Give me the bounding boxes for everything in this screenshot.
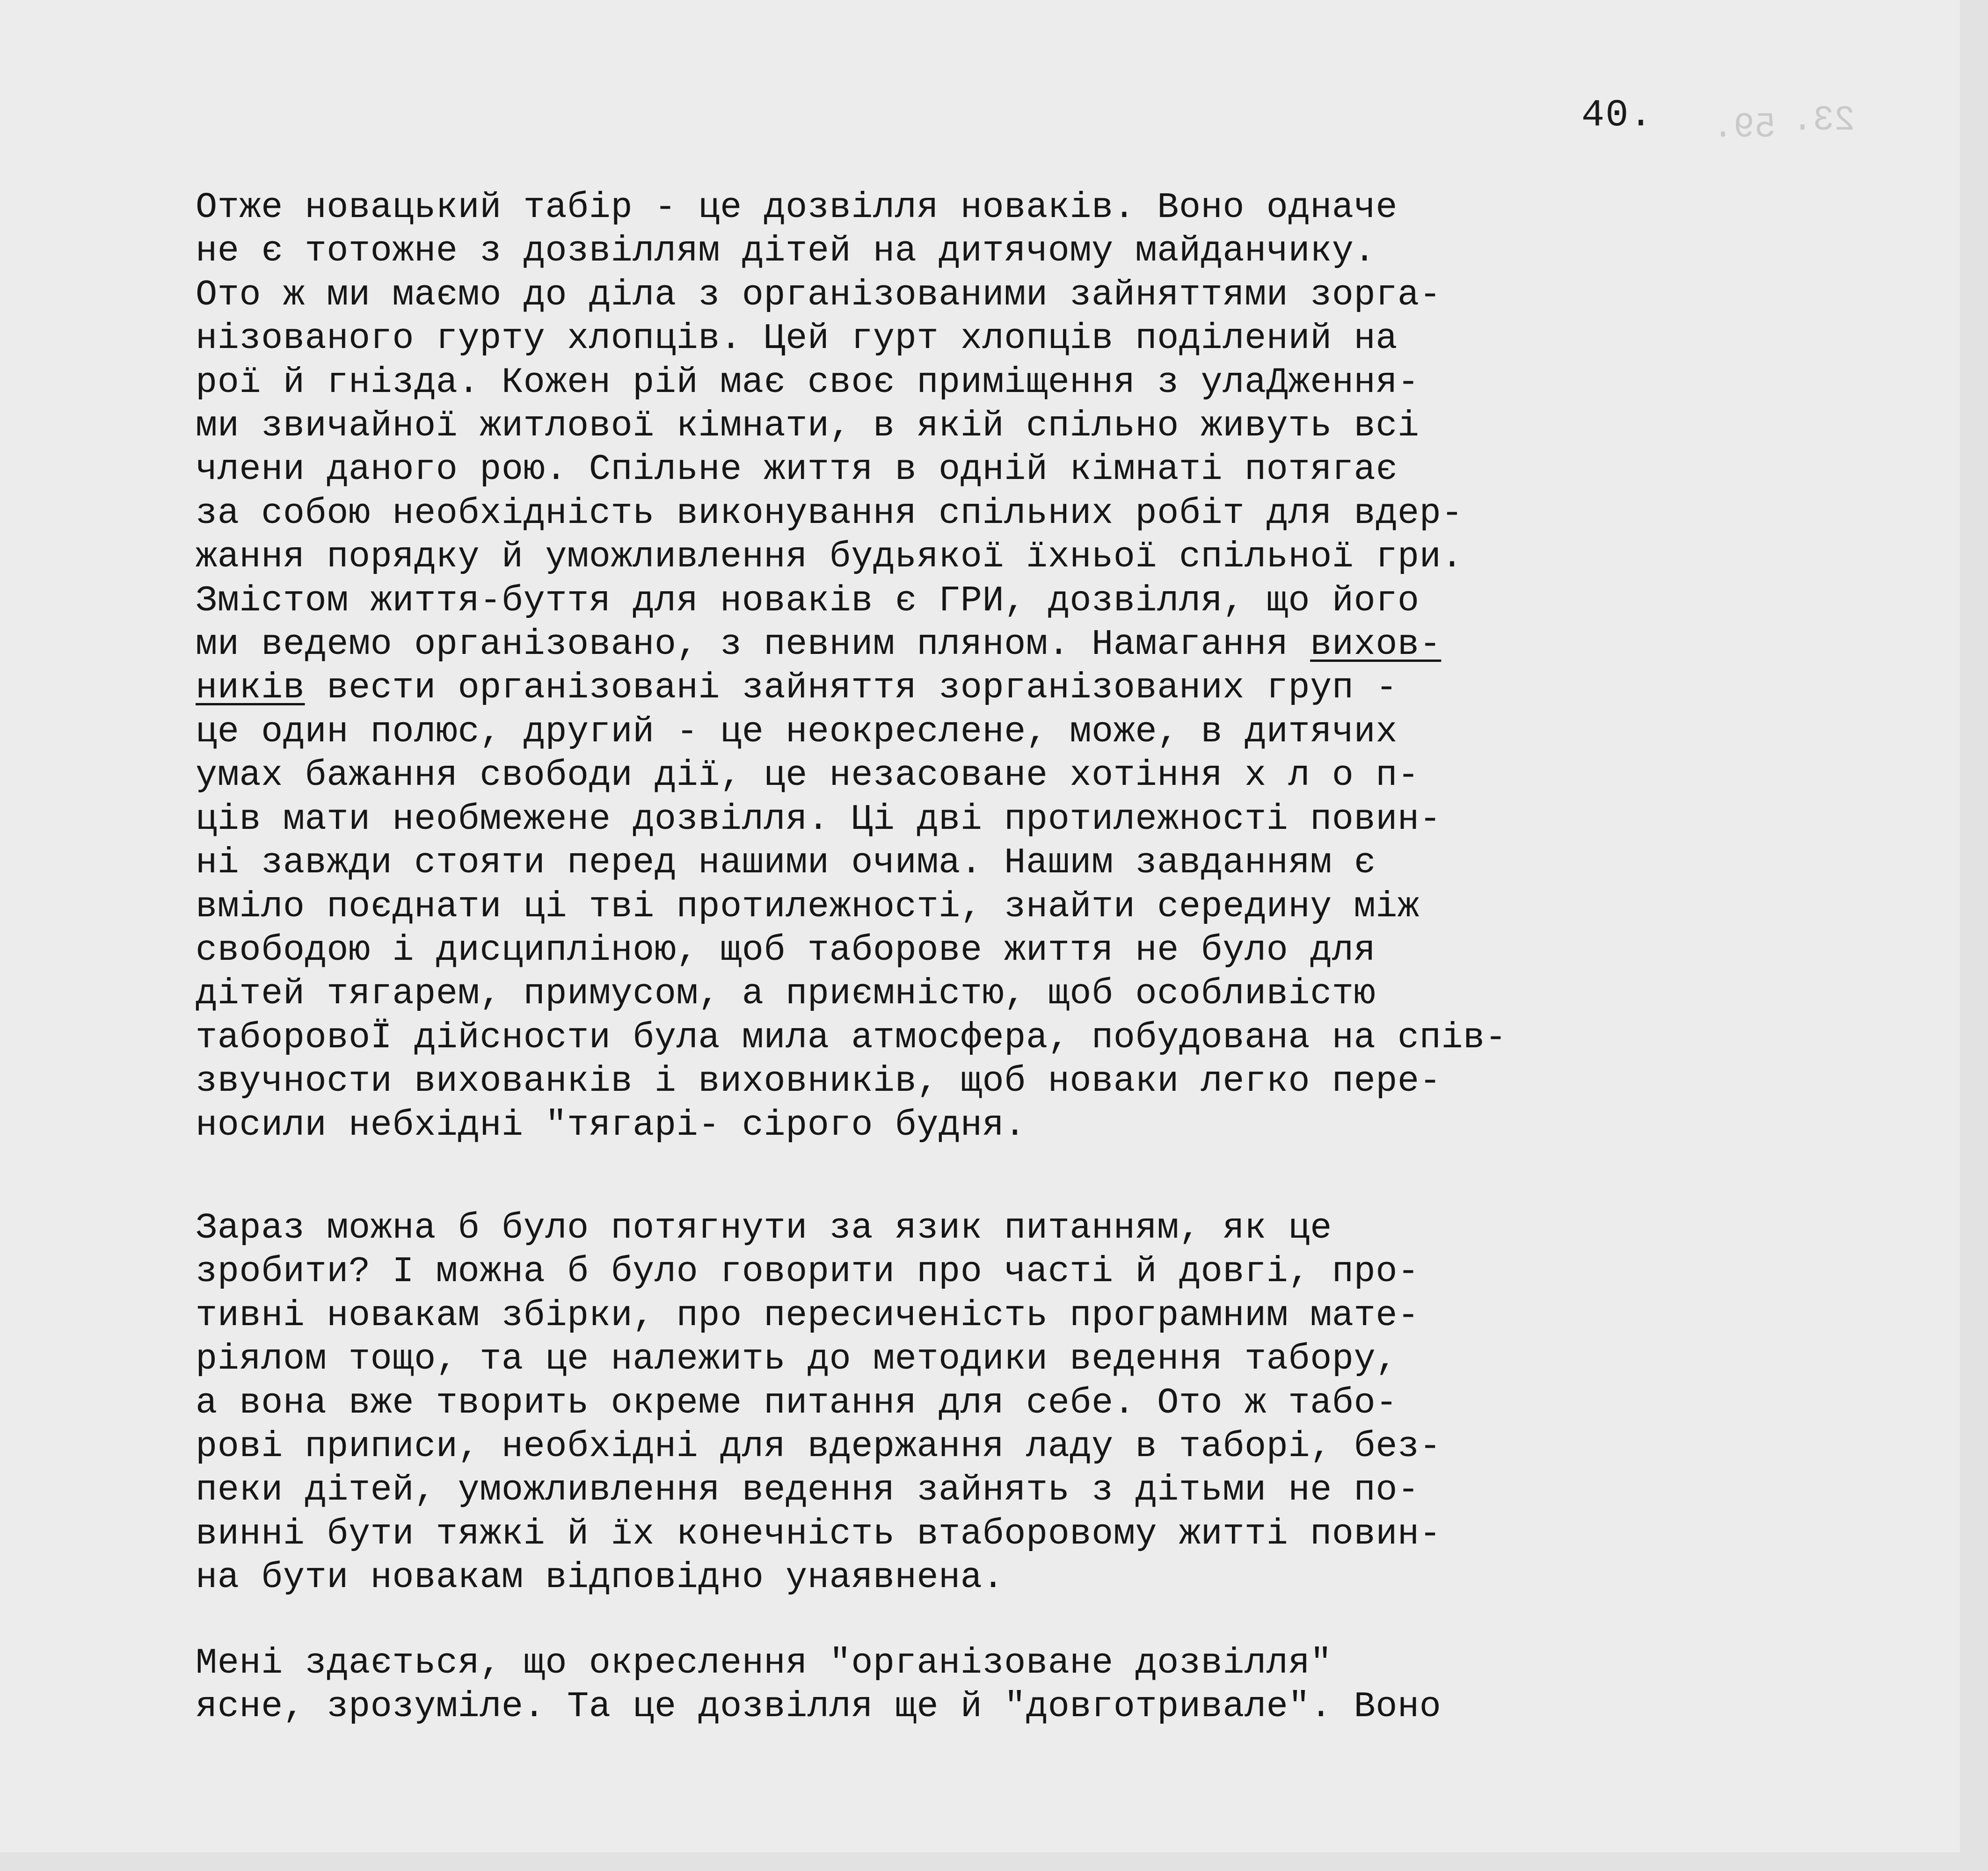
text-line: ми звичайної житлової кімнати, в якій спільно живуть всі: [196, 406, 1420, 447]
underlined-word: вихов-: [1310, 624, 1442, 666]
text-line: жання порядку й уможливлення будьякої їхньої спільної гри.: [196, 537, 1464, 578]
text-line: ців мати необмежене дозвілля. Ці дві протилежності повин-: [196, 799, 1442, 840]
text-line: Мені здається, що окреслення "організоване дозвілля": [196, 1643, 1332, 1684]
text-line: пеки дітей, уможливлення ведення зайнять з дітьми не по-: [196, 1470, 1420, 1511]
text-line: Зараз можна б було потягнути за язик питанням, як це: [196, 1208, 1332, 1249]
text-line: а вона вже творить окреме питання для себе. Ото ж табо-: [196, 1383, 1398, 1424]
text-line: вміло поєднати ці тві протилежності, знайти середину між: [196, 886, 1420, 928]
show-through-page-number-2: 23.: [1792, 101, 1856, 140]
text-line: носили небхідні "тягарі- сірого будня.: [196, 1105, 1026, 1146]
paragraph-2: [196, 1207, 1842, 1600]
text-line: умах бажання свободи дії, це незасоване хотіння х л о п-: [196, 755, 1420, 797]
text-line: не є тотожне з дозвіллям дітей на дитячому майданчику.: [196, 231, 1376, 272]
text-line: тивні новакам збірки, про пересиченість програмним мате-: [196, 1295, 1420, 1336]
text-line: рові приписи, необхідні для вдержання ладу в таборі, без-: [196, 1427, 1442, 1468]
text-line: Отже новацький табір - це дозвілля новаків. Воно одначе: [196, 188, 1398, 228]
text-line: ні завжди стояти перед нашими очима. Нашим завданням є: [196, 843, 1376, 884]
text-line: на бути новакам відповідно унаявнена.: [196, 1558, 1005, 1599]
text-line: за собою необхідність виконування спільних робіт для вдер-: [196, 493, 1464, 534]
text-line: зробити? І можна б було говорити про часті й довгі, про-: [196, 1252, 1420, 1293]
text-line: таборовоЇ дійсности була мила атмосфера, побудована на спів-: [196, 1017, 1507, 1059]
paragraph-3: [196, 1642, 1842, 1729]
text-line-with-underline: [196, 623, 1842, 667]
text-line-start: ми ведемо організовано, з певним пляном. Намагання: [196, 624, 1311, 666]
text-line-end: вести організовані зайняття зорганізованих груп -: [305, 668, 1398, 709]
text-line: це один полюс, другий - це неокреслене, може, в дитячих: [196, 711, 1398, 753]
text-line: нізованого гурту хлопців. Цей гурт хлопців поділений на: [196, 319, 1398, 360]
text-line: ріялом тощо, та це належить до методики ведення табору,: [196, 1339, 1398, 1380]
text-line: рої й гнізда. Кожен рій має своє приміщення з улаДження-: [196, 362, 1420, 403]
text-line: Змістом життя-буття для новаків є ГРИ, дозвілля, що його: [196, 580, 1420, 622]
page-number: 40.: [1581, 94, 1653, 137]
text-line: дітей тягарем, примусом, а приємністю, щоб особливістю: [196, 974, 1376, 1015]
paper-edge-right: [1960, 0, 1988, 1871]
text-line: винні бути тяжкі й їх конечність втаборовому житті повин-: [196, 1514, 1442, 1555]
text-line: свободою і дисципліною, щоб таборове життя не було для: [196, 930, 1376, 971]
text-line-with-underline: [196, 667, 1842, 710]
text-line: Ото ж ми маємо до діла з організованими зайняттями зорга-: [196, 275, 1442, 316]
show-through-page-number: 59.: [1712, 108, 1776, 147]
paragraph-1: [196, 186, 1842, 1147]
text-line: ясне, зрозуміле. Та це дозвілля ще й "довготривале". Воно: [196, 1687, 1442, 1728]
underlined-word: ників: [196, 668, 305, 709]
paper-edge-bottom: [0, 1852, 1988, 1871]
text-line: звучности вихованків і виховників, щоб новаки легко пере-: [196, 1061, 1442, 1102]
text-line: члени даного рою. Спільне життя в одній кімнаті потягає: [196, 450, 1398, 491]
